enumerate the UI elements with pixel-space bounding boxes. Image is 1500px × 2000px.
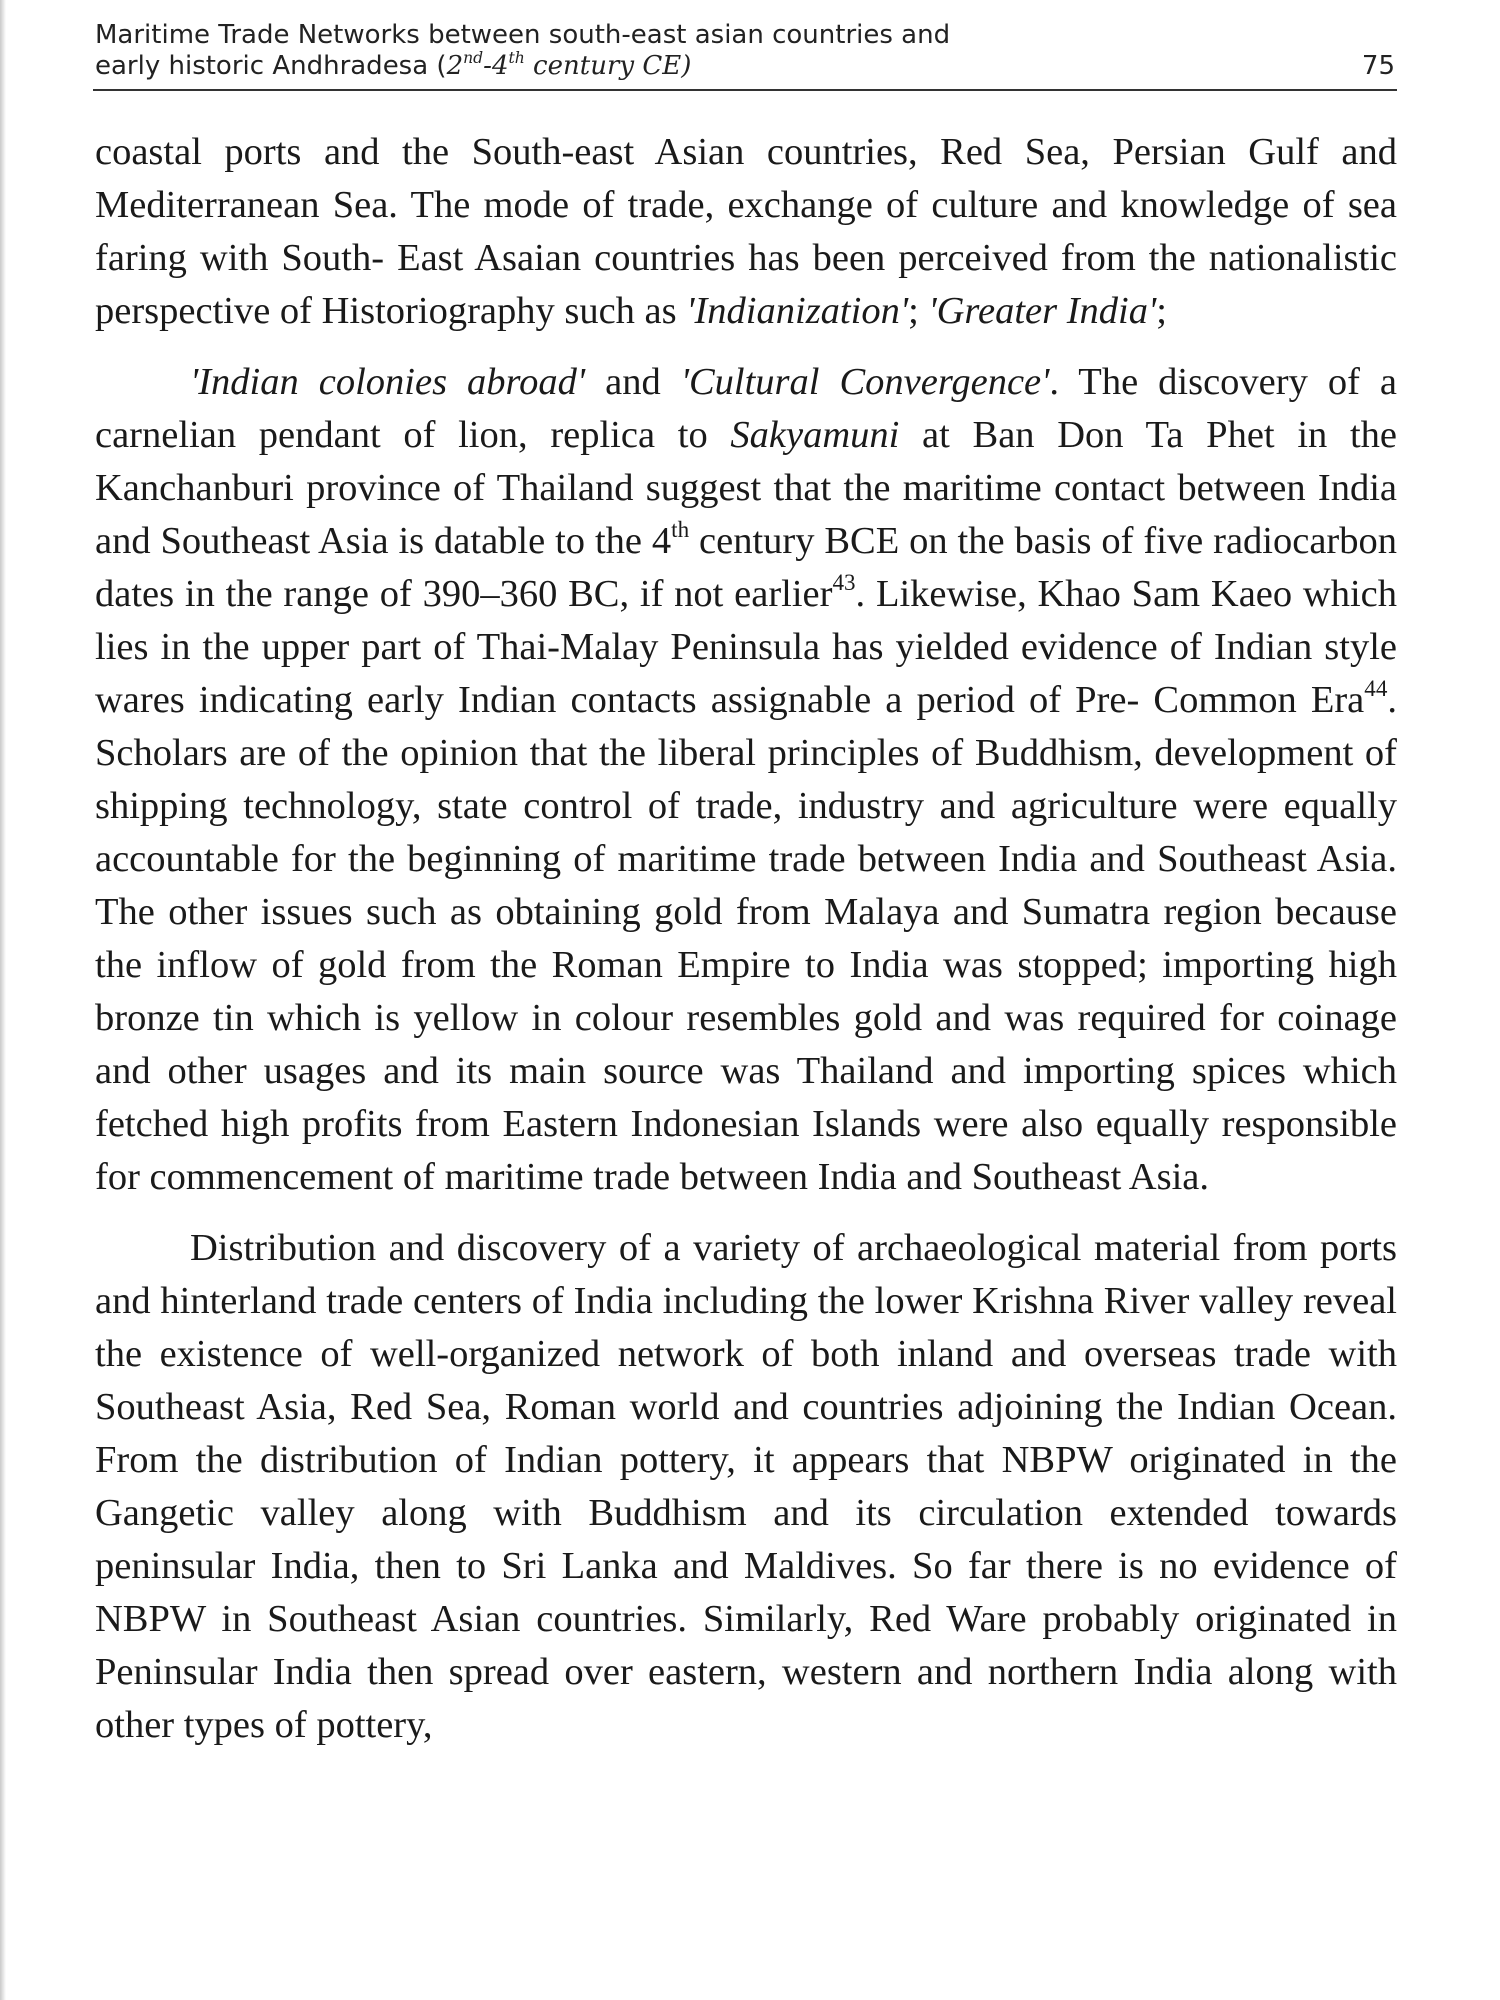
page-edge-shadow	[0, 0, 6, 2000]
p2-italic-cultural-convergence: 'Cultural Convergence'	[680, 361, 1050, 403]
p2-text-1: and	[585, 361, 681, 403]
p1-italic-indianization: 'Indianization'	[686, 290, 909, 332]
header-title-prefix: early historic Andhradesa (	[95, 51, 447, 81]
p2-italic-indian-colonies: 'Indian colonies abroad'	[190, 361, 586, 403]
header-rule	[93, 89, 1397, 91]
p1-text-2: ;	[908, 290, 929, 332]
century-end-sup: th	[508, 49, 525, 68]
p2-text-2: . The discovery of a carnelian pendant of lion, replica to	[95, 361, 1398, 456]
paragraph-1	[95, 126, 1397, 338]
p2-text-6: . Scholars are of the opinion that the liberal principles of Buddhism, development of shipping technology, state control of trade, industry and agriculture were equally accountable for the beginning of maritime trade between India and Southeast Asia. The other issues such as obtaining gold from Malaya and Sumatra region because the inflow of gold from the Roman Empire to India was stopped; importing high bronze tin which is yellow in colour resembles gold and was required for coinage and other usages and its main source was Thailand and importing spices which fetched high profits from Eastern Indonesian Islands were also equally responsible for commencement of maritime trade between India and Southeast Asia.	[95, 679, 1397, 1198]
header-title-line-1: Maritime Trade Networks between south-east asian countries and	[95, 20, 951, 50]
century-start: 2	[446, 51, 464, 81]
p1-text-3: ;	[1156, 290, 1167, 332]
footnote-ref-44[interactable]: 44	[1364, 674, 1388, 701]
p2-italic-sakyamuni: Sakyamuni	[730, 414, 900, 456]
paragraph-2	[95, 356, 1397, 1204]
p2-text-3: at Ban Don Ta Phet in the Kanchanburi province of Thailand suggest that the maritime contact between India and Southeast Asia is datable to the 4	[95, 414, 1397, 562]
header-century-range	[447, 51, 692, 81]
page-number: 75	[1361, 51, 1395, 81]
running-header	[95, 20, 1395, 82]
paragraph-3: Distribution and discovery of a variety of archaeological material from ports and hinterland trade centers of India including the lower Krishna River valley reveal the existence of well-organized network of both inland and overseas trade with Southeast Asia, Red Sea, Roman world and countries adjoining the Indian Ocean. From the distribution of Indian pottery, it appears that NBPW originated in the Gangetic valley along with Buddhism and its circulation extended towards peninsular India, then to Sri Lanka and Maldives. So far there is no evidence of NBPW in Southeast Asian countries. Similarly, Red Ware probably originated in Peninsular India then spread over eastern, western and northern India along with other types of pottery,	[95, 1227, 1397, 1746]
p1-text-1: coastal ports and the South-east Asian countries, Red Sea, Persian Gulf and Mediterranean Sea. The mode of trade, exchange of culture and knowledge of sea faring with South- East Asaian countries has been perceived from the nationalistic perspective of Historiography such as	[95, 131, 1397, 332]
p2-text-4: century BCE on the basis of five radiocarbon dates in the range of 390–360 BC, if not earlier	[95, 520, 1397, 615]
century-end: -4	[483, 51, 509, 81]
century-suffix: century CE)	[524, 51, 692, 81]
century-start-sup: nd	[463, 49, 484, 68]
footnote-ref-43[interactable]: 43	[832, 568, 856, 595]
p2-sup-th: th	[671, 515, 690, 542]
header-title-line-2	[95, 51, 1395, 82]
body-text	[95, 126, 1397, 1752]
p1-italic-greater-india: 'Greater India'	[928, 290, 1157, 332]
p2-text-5: . Likewise, Khao Sam Kaeo which lies in the upper part of Thai-Malay Peninsula has yielded evidence of Indian style wares indicating early Indian contacts assignable a period of Pre- Common Era	[95, 573, 1397, 721]
